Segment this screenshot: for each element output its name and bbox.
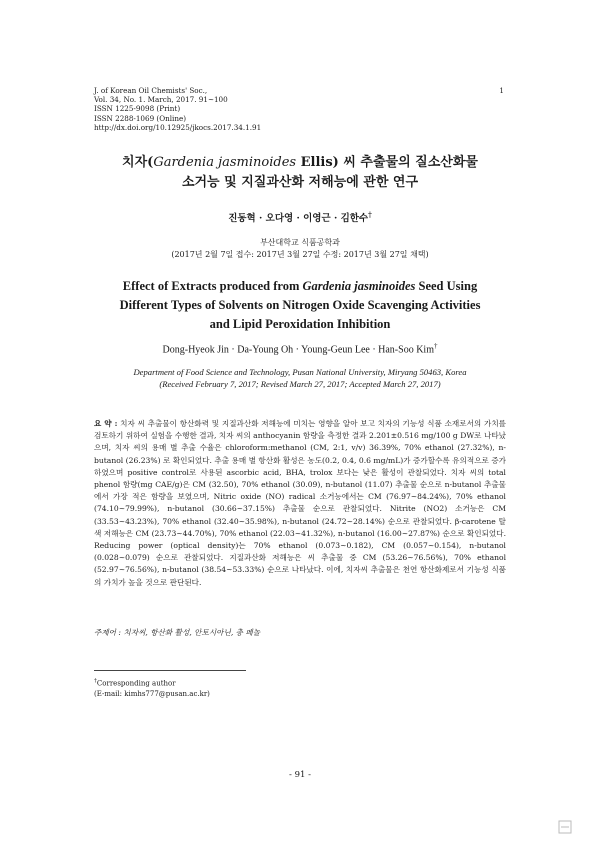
- english-affiliation-block: [60, 366, 540, 390]
- english-authors: [60, 342, 540, 355]
- corner-number: 1: [499, 86, 504, 95]
- keywords: 주제어 : 치자씨, 항산화 활성, 안토시아닌, 총 페놀: [94, 628, 261, 637]
- abstract-text: 치자 씨 추출물이 항산화력 및 지질과산화 저해능에 미치는 영향을 알아 보고 치자의 기능성 식품 소재로서의 가치를 검토하기 위하여 실험을 수행한 결과, 치자 씨의 anthocyanin 함량을 측정한 결과 2.201±0.516 mg/100 g DW로 나타났으며, 치자 씨의 용매 별 추출 수율은 chloroform:methanol (CM, 2:1, v/v) 36.39%, 70% ethanol (27.32%), n-butanol (26.23%) 로 확인되었다. 추출 용매 별 항산화 활성은 농도(0.2, 0.4, 0.6 mg/mL)가 증가할수록 유의적으로 증가하였으며 positive control로 사용된 ascorbic acid, BHA, trolox 보다는 낮은 활성이 관찰되었다. 치자 씨의 total phenol 함량(mg CAE/g)은 CM (32.50), 70% ethanol (30.09), n-butanol (11.07) 추출물 순으로 n-butanol 추출물에서 가장 적은 함량을 보였으며, Nitric oxide (NO) radical 소거능에서는 CM (76.97~84.24%), 70% ethanol (74.10~79.99%), n-butanol (30.66~37.15%) 추출물 순으로 관찰되었다. Nitrite (NO2) 소거능은 CM (33.53~43.23%), 70% ethanol (32.40~35.98%), n-butanol (24.72~28.14%) 순으로 관찰되었다. β-carotene 탈색 저해능은 CM (23.73~44.70%), 70% ethanol (22.03~41.32%), n-butanol (16.00~27.87%) 순으로 확인되었다. Reducing power (optical density)는 70% ethanol (0.073~0.182), CM (0.057~0.154), n-butanol (0.028~0.079) 순으로 관찰되었다. 지질과산화 저해능은 씨 추출물 중 CM (53.26~76.56%), 70% ethanol (52.97~76.56%), n-butanol (38.54~53.33%) 순으로 나타났다. 이에, 치자씨 추출물은 천연 항산화제로서 기능성 식품의 가치가 높을 것으로 판단된다.: [94, 419, 507, 587]
- scan-mark-icon: [558, 820, 572, 834]
- korean-title-pre: 치자(: [122, 155, 154, 170]
- footnote: [94, 676, 210, 700]
- english-author-names: Dong-Hyeok Jin · Da-Young Oh · Young-Geun Lee · Han-Soo Kim: [162, 344, 434, 356]
- footnote-divider: [94, 670, 246, 671]
- english-title-line1: [60, 277, 540, 296]
- korean-authors: [60, 210, 540, 224]
- korean-affiliation-block: [60, 237, 540, 261]
- journal-name: J. of Korean Oil Chemists' Soc.,: [94, 86, 208, 95]
- footnote-dagger-mark: †: [94, 678, 97, 684]
- korean-title: [60, 153, 540, 193]
- english-dates: (Received February 7, 2017; Revised March 27, 2017; Accepted March 27, 2017): [159, 379, 441, 389]
- english-dagger-mark: †: [433, 342, 438, 350]
- page-number: - 91 -: [289, 770, 311, 780]
- abstract: [94, 418, 506, 589]
- english-title-post: Seed Using: [415, 279, 478, 293]
- english-title: [60, 277, 540, 334]
- journal-volume: Vol. 34, No. 1. March, 2017. 91~100: [94, 95, 228, 105]
- doi-link[interactable]: http://dx.doi.org/10.12925/jkocs.2017.34.1.91: [94, 122, 262, 132]
- korean-title-species: Gardenia jasminoides: [153, 155, 297, 170]
- english-title-pre: Effect of Extracts produced from: [122, 279, 303, 293]
- english-title-line2: Different Types of Solvents on Nitrogen Oxide Scavenging Activities: [119, 298, 481, 312]
- english-title-species: Gardenia jasminoides: [302, 279, 416, 293]
- korean-title-line1: [60, 153, 540, 173]
- corresponding-author: [94, 676, 210, 689]
- corresponding-author-label: Corresponding author: [96, 679, 176, 688]
- korean-title-line2: 소거능 및 지질과산화 저해능에 관한 연구: [181, 175, 419, 190]
- english-affiliation: Department of Food Science and Technology, Pusan National University, Miryang 50463, Korea: [133, 367, 467, 377]
- korean-title-post: Ellis) 씨 추출물의 질소산화물: [296, 155, 478, 170]
- journal-header: [94, 86, 394, 132]
- korean-affiliation: 부산대학교 식품공학과: [260, 238, 340, 247]
- korean-dagger-mark: †: [368, 210, 372, 219]
- corresponding-email[interactable]: (E-mail: kimhs777@pusan.ac.kr): [94, 690, 210, 699]
- abstract-label: 요 약 :: [94, 419, 118, 428]
- issn-online: ISSN 2288-1069 (Online): [94, 113, 187, 123]
- english-title-line3: and Lipid Peroxidation Inhibition: [209, 317, 391, 331]
- korean-author-names: 진동혁 · 오다영 · 이영근 · 김한수: [228, 213, 369, 225]
- korean-dates: (2017년 2월 7일 접수: 2017년 3월 27일 수정: 2017년 3월 27일 채택): [171, 250, 429, 259]
- issn-print: ISSN 1225-9098 (Print): [94, 104, 181, 114]
